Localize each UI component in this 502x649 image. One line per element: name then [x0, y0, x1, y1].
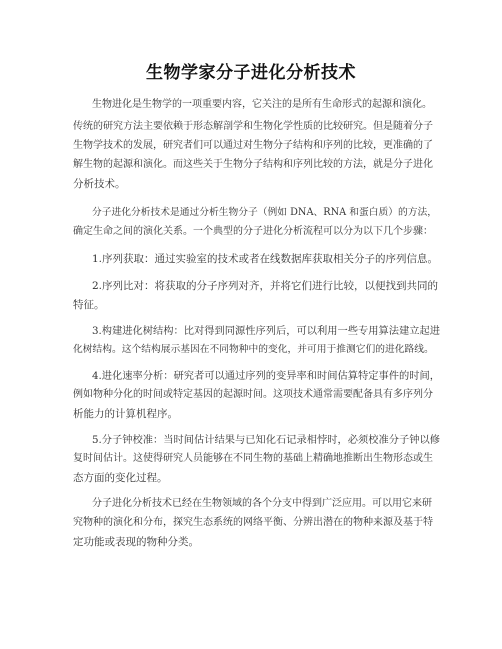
step-2-line-2: 特征。 — [73, 299, 105, 311]
step-5-line-3: 态方面的变化过程。 — [73, 472, 168, 484]
step-5-line-1: 5.分子钟校准：当时间估计结果与已知化石记录相悖时，必须校准分子钟以修 — [92, 434, 441, 446]
step-4-line-1: 4.进化速率分析：研究者可以通过序列的变异率和时间估算特定事件的时间， — [92, 370, 441, 382]
paragraph-8-line-1: 分子进化分析技术已经在生物领域的各个分支中得到广泛应用。可以用它来研 — [92, 498, 432, 509]
paragraph-1-line-2: 传统的研究方法主要依赖于形态解剖学和生物化学性质的比较研究。但是随着分子 — [73, 121, 433, 132]
paragraph-8-line-2: 究物种的演化和分布，探究生态系统的网络平衡、分辨出潜在的物种来源及基于特 — [73, 517, 433, 528]
paragraph-1-line-4: 解生物的起源和演化。而这些关于生物分子结构和序列比较的方法，就是分子进化 — [73, 159, 433, 170]
step-4-line-2: 例如物种分化的时间或特定基因的起源时间。这项技术通常需要配备具有多序列分 — [73, 389, 433, 400]
step-3-line-2: 化树结构。这个结构展示基因在不同物种中的变化，并可用于推测它们的进化路线。 — [73, 344, 434, 355]
paragraph-8-line-3: 定功能或表现的物种分类。 — [73, 536, 199, 548]
paragraph-1-line-1: 生物进化是生物学的一项重要内容，它关注的是所有生命形式的起源和演化。 — [92, 99, 432, 110]
paragraph-1-line-3: 生物学技术的发展，研究者们可以通过对生物分子结构和序列的比较，更准确的了 — [73, 140, 433, 151]
paragraph-2-line-2: 确定生命之间的演化关系。一个典型的分子进化分析流程可以分为以下几个步骤： — [73, 226, 433, 237]
step-4-line-3: 析能力的计算机程序。 — [73, 408, 178, 420]
step-1-line-1: 1.序列获取：通过实验室的技术或者在线数据库获取相关分子的序列信息。 — [92, 253, 439, 265]
document-title: 生物学家分子进化分析技术 — [146, 63, 356, 83]
step-2-line-1: 2.序列比对：将获取的分子序列对齐，并将它们进行比较，以便找到共同的 — [92, 280, 439, 292]
step-5-line-2: 复时间估计。这使得研究人员能够在不同生物的基础上精确地推断出生物形态或生 — [73, 453, 433, 464]
step-3-line-1: 3.构建进化树结构：比对得到同源性序列后，可以利用一些专用算法建立起进 — [92, 325, 441, 337]
paragraph-2-line-1: 分子进化分析技术是通过分析生物分子（例如 DNA、RNA 和蛋白质）的方法， — [92, 207, 437, 218]
paragraph-1-line-5: 分析技术。 — [73, 178, 126, 190]
